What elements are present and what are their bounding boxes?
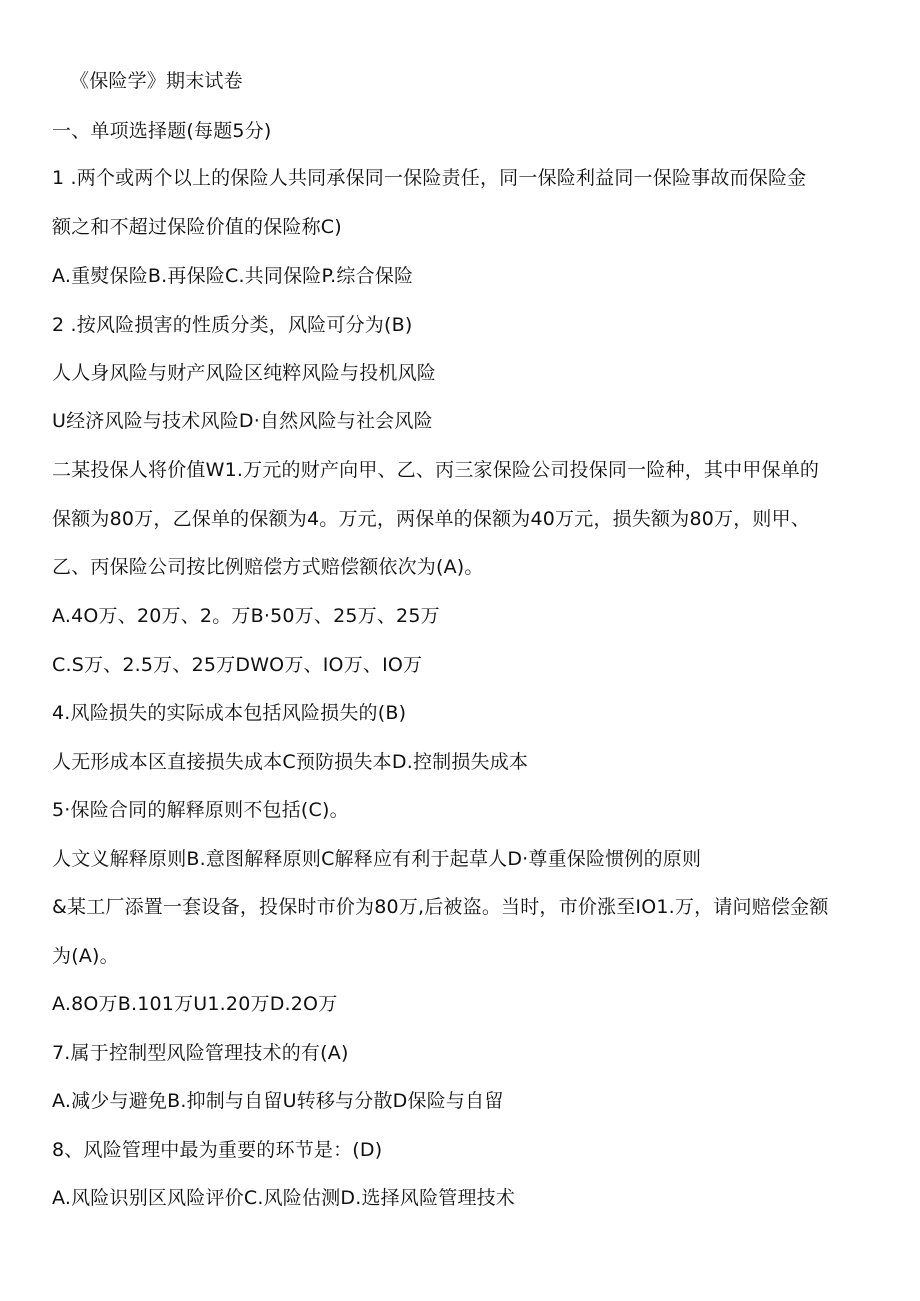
question-3-stem-cont: 保额为80万，乙保单的保额为4。万元，两保单的保额为40万元，损失额为80万，则甲、 [52,508,811,530]
question-3-stem: 二某投保人将价值W1.万元的财产向甲、乙、丙三家保险公司投保同一险种，其中甲保单的 [52,459,820,481]
question-3-options-a: A.4O万、20万、2。万B·50万、25万、25万 [52,605,440,627]
question-2-stem: 2 .按风险损害的性质分类，风险可分为(B) [52,314,413,336]
question-1-options: A.重熨保险B.再保险C.共同保险P.综合保险 [52,265,414,287]
question-5-stem: 5·保险合同的解释原则不包括(C)。 [52,799,349,821]
question-7-options: A.减少与避免B.抑制与自留U转移与分散D保险与自留 [52,1090,504,1112]
question-5-options: 人文义解释原则B.意图解释原则C解释应有利于起草人D·尊重保险惯例的原则 [52,848,702,870]
question-1-stem-cont: 额之和不超过保险价值的保险称C) [52,216,342,238]
question-3-stem-cont-2: 乙、丙保险公司按比例赔偿方式赔偿额依次为(A)。 [52,556,484,578]
question-6-stem-cont: 为(A)。 [52,945,119,967]
question-1-stem: 1 .两个或两个以上的保险人共同承保同一保险责任，同一保险利益同一保险事故而保险金 [52,167,807,189]
question-2-options-a: 人人身风险与财产风险区纯粹风险与投机风险 [52,362,437,384]
question-7-stem: 7.属于控制型风险管理技术的有(A) [52,1042,349,1064]
question-3-options-b: C.S万、2.5万、25万DWO万、IO万、IO万 [52,654,423,676]
section-heading: 一、单项选择题(每题5分) [52,120,272,142]
question-4-stem: 4.风险损失的实际成本包括风险损失的(B) [52,702,407,724]
question-8-stem: 8、风险管理中最为重要的环节是：(D) [52,1139,383,1161]
question-8-options: A.风险识别区风险评价C.风险估测D.选择风险管理技术 [52,1187,516,1209]
question-2-options-b: U经济风险与技术风险D·自然风险与社会风险 [52,410,433,432]
question-4-options: 人无形成本区直接损失成本C预防损失本D.控制损失成本 [52,751,529,773]
question-6-stem: &某工厂添置一套设备，投保时市价为80万,后被盗。当时，市价涨至IO1.万，请问赔偿金额 [52,896,829,918]
document-title: 《保险学》期末试卷 [70,70,243,92]
question-6-options: A.8O万B.101万U1.20万D.2O万 [52,993,338,1015]
